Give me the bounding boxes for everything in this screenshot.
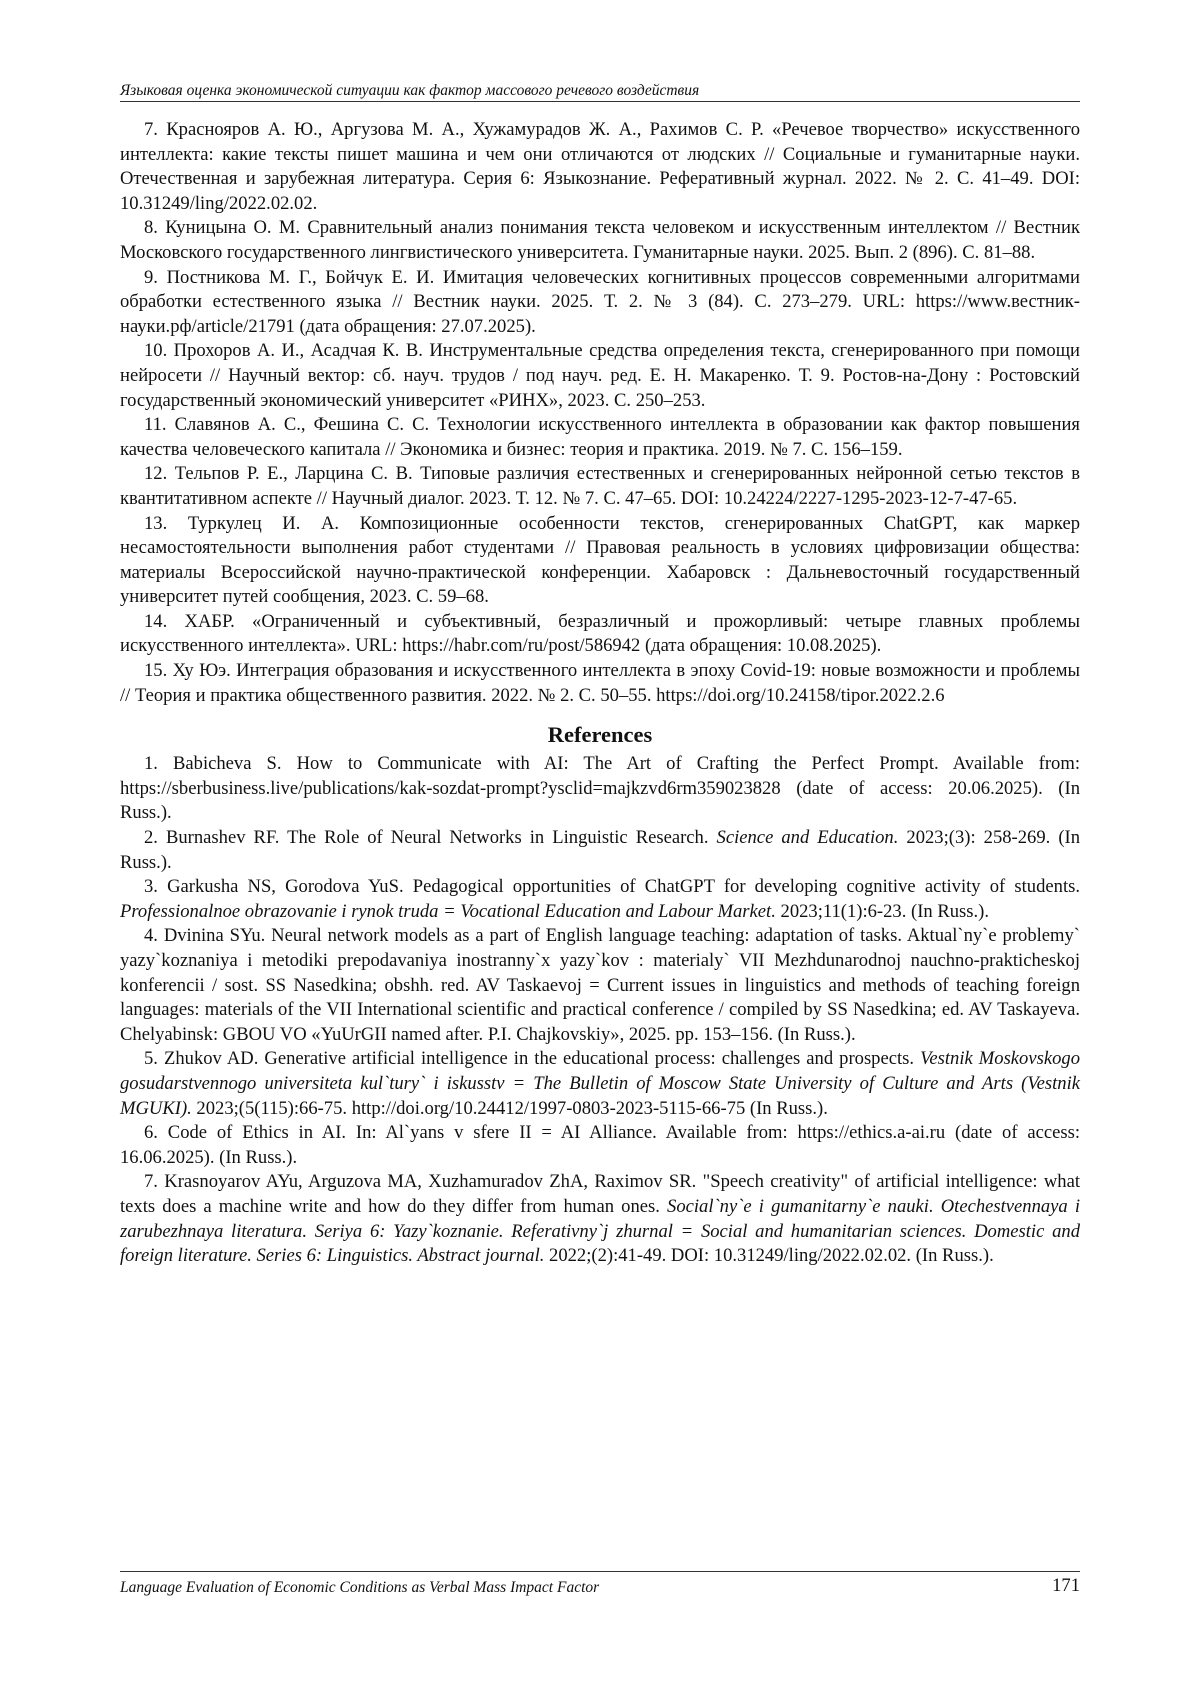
footer-rule	[120, 1571, 1080, 1572]
reference-en-item	[120, 924, 1080, 1047]
reference-en-item	[120, 1047, 1080, 1121]
reference-en-text: 4. Dvinina SYu. Neural network models as a part of English language teaching: adaptation of tasks. Aktual`ny`e problemy` yazy`koznaniya i metodiki prepodavaniya inostranny`x yazy`kov : materialy` VII Mezhdunarodnoj nauchno-prakticheskoj konferencii / sost. SS Nasedkina; obshh. red. AV Taskaevoj = Current issues in linguistics and methods of teaching foreign languages: materials of the VII International scientific and practical conference / compiled by SS Nasedkina; ed. AV Taskayeva. Chelyabinsk: GBOU VO «YuUrGII named after. P.I. Chajkovskiy», 2025. pp. 153–156. (In Russ.).	[120, 925, 1080, 1045]
references-content	[120, 118, 1080, 1269]
reference-en-text: 5. Zhukov AD. Generative artificial intelligence in the educational process: challenges and prospects.	[144, 1048, 921, 1070]
reference-en-item	[120, 1121, 1080, 1170]
reference-ru-item: 15. Ху Юэ. Интеграция образования и искусственного интеллекта в эпоху Covid-19: новые возможности и проблемы // Теория и практика общественного развития. 2022. № 2. С. 50–55. https://doi.org/10.24158/tipor.2022.2.6	[120, 660, 1080, 706]
references-heading: References	[547, 722, 653, 748]
reference-en-item	[120, 1170, 1080, 1268]
page-number: 171	[1052, 1575, 1080, 1596]
reference-en-details: 2023;(3): 258-269. (In Russ.).	[120, 827, 1081, 873]
reference-ru-item: 9. Постникова М. Г., Бойчук Е. И. Имитация человеческих когнитивных процессов современными алгоритмами обработки естественного языка // Вестник науки. 2025. Т. 2. № 3 (84). С. 273–279. URL: https://www.вестник-науки.рф/article/21791 (дата обращения: 27.07.2025).	[120, 266, 1080, 337]
reference-en-text: 2. Burnashev RF. The Role of Neural Networks in Linguistic Research.	[144, 827, 717, 849]
reference-ru-item: 10. Прохоров А. И., Асадчая К. В. Инструментальные средства определения текста, сгенерированного при помощи нейросети // Научный вектор: сб. науч. трудов / под науч. ред. Е. Н. Макаренко. Т. 9. Ростов-на-Дону : Ростовский государственный экономический университет «РИНХ», 2023. С. 250–253.	[120, 340, 1080, 411]
reference-en-text: 1. Babicheva S. How to Communicate with AI: The Art of Crafting the Perfect Prompt. Available from: https://sberbusiness.live/publications/kak-sozdat-prompt?ysclid=majkzvd6rm359023828 (date of access: 20.06.2025). (In Russ.).	[120, 753, 1080, 824]
reference-ru-item: 13. Туркулец И. А. Композиционные особенности текстов, сгенерированных ChatGPT, как маркер несамостоятельности выполнения работ студентами // Правовая реальность в условиях цифровизации общества: материалы Всероссийской научно-практической конференции. Хабаровск : Дальневосточный государственный университет путей сообщения, 2023. С. 59–68.	[120, 512, 1080, 608]
reference-ru-item: 12. Тельпов Р. Е., Ларцина С. В. Типовые различия естественных и сгенерированных нейронной сетью текстов в квантитативном аспекте // Научный диалог. 2023. Т. 12. № 7. С. 47–65. DOI: 10.24224/2227-1295-2023-12-7-47-65.	[120, 463, 1080, 509]
reference-en-source: Science and Education.	[716, 827, 899, 849]
references-en-list	[120, 752, 1080, 1268]
reference-en-source: Professionalnoe obrazovanie i rynok truda = Vocational Education and Labour Market.	[120, 900, 776, 922]
reference-en-details: 2022;(2):41-49. DOI: 10.31249/ling/2022.02.02. (In Russ.).	[544, 1245, 994, 1267]
reference-en-source: Social`ny`e i gumanitarny`e nauki. Otechestvennaya i zarubezhnaya literatura. Seriya 6: Yazy`koznanie. Referativny`j zhurnal = Social and humanitarian sciences. Domestic and foreign literature. Series 6: Linguistics. Abstract journal.	[120, 1195, 1080, 1267]
running-head: Языковая оценка экономической ситуации как фактор массового речевого воздействия	[120, 82, 700, 99]
reference-en-item	[120, 826, 1080, 875]
reference-en-text: 3. Garkusha NS, Gorodova YuS. Pedagogical opportunities of ChatGPT for developing cognitive activity of students.	[144, 876, 1080, 898]
reference-en-details: 2023;(5(115):66-75. http://doi.org/10.24412/1997-0803-2023-5115-66-75 (In Russ.).	[191, 1097, 828, 1119]
reference-en-source: Vestnik Moskovskogo gosudarstvennogo universiteta kul`tury` i iskusstv = The Bulletin of Moscow State University of Culture and Arts (Vestnik MGUKI).	[120, 1048, 1080, 1119]
reference-en-details: 2023;11(1):6-23. (In Russ.).	[775, 900, 989, 922]
header-rule	[120, 101, 1080, 102]
reference-ru-item: 7. Краснояров А. Ю., Аргузова М. А., Хужамурадов Ж. А., Рахимов С. Р. «Речевое творчество» искусственного интеллекта: какие тексты пишет машина и чем они отличаются от людских // Социальные и гуманитарные науки. Отечественная и зарубежная литература. Серия 6: Языкознание. Реферативный журнал. 2022. № 2. С. 41–49. DOI: 10.31249/ling/2022.02.02.	[120, 119, 1080, 214]
reference-en-item	[120, 752, 1080, 826]
reference-en-text: 7. Krasnoyarov AYu, Arguzova MA, Xuzhamuradov ZhA, Raximov SR. "Speech creativity" of artificial intelligence: what texts does a machine write and how do they differ from human ones.	[120, 1171, 1080, 1217]
reference-ru-item: 11. Славянов А. С., Фешина С. С. Технологии искусственного интеллекта в образовании как фактор повышения качества человеческого капитала // Экономика и бизнес: теория и практика. 2019. № 7. С. 156–159.	[120, 414, 1080, 460]
reference-en-text: 6. Code of Ethics in AI. In: Al`yans v sfere II = AI Alliance. Available from: https://ethics.a-ai.ru (date of access: 16.06.2025). (In Russ.).	[120, 1122, 1080, 1168]
footer-title: Language Evaluation of Economic Conditions as Verbal Mass Impact Factor	[120, 1579, 600, 1596]
references-ru-list	[120, 118, 1080, 708]
reference-en-item	[120, 875, 1080, 924]
reference-ru-item: 14. ХАБР. «Ограниченный и субъективный, безразличный и прожорливый: четыре главных проблемы искусственного интеллекта». URL: https://habr.com/ru/post/586942 (дата обращения: 10.08.2025).	[120, 610, 1080, 657]
reference-ru-item: 8. Куницына О. М. Сравнительный анализ понимания текста человеком и искусственным интеллектом // Вестник Московского государственного лингвистического университета. Гуманитарные науки. 2025. Вып. 2 (896). С. 81–88.	[120, 217, 1080, 263]
